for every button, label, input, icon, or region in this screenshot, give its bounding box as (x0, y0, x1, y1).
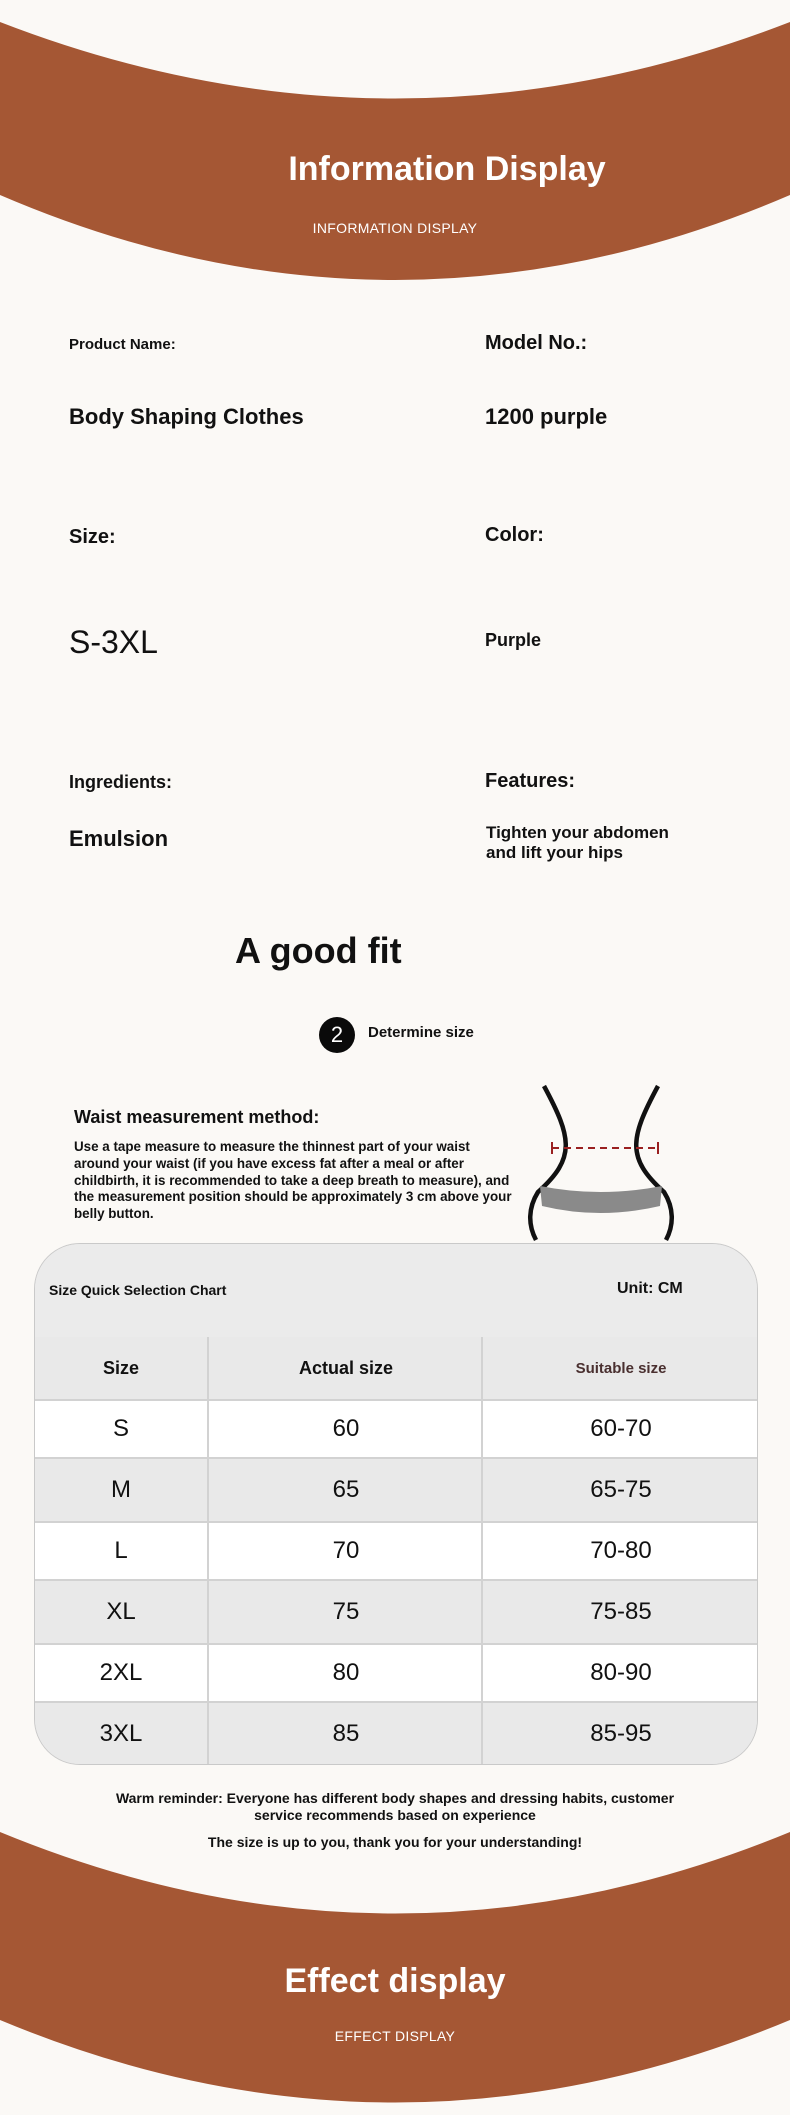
cell-suitable: 70-80 (481, 1523, 758, 1579)
product-name-label: Product Name: (69, 336, 176, 353)
cell-size: M (111, 1476, 131, 1503)
method-title: Waist measurement method: (74, 1107, 320, 1127)
cell-suitable: 80-90 (481, 1645, 758, 1701)
header-subtitle: INFORMATION DISPLAY (312, 220, 478, 236)
size-chart (34, 1243, 758, 1765)
cell-size: XL (106, 1598, 136, 1625)
step-number: 2 (330, 1022, 344, 1047)
size-chart-unit: Unit: CM (617, 1280, 683, 1297)
cell-suitable: 75-85 (481, 1581, 758, 1643)
table-row (35, 1645, 757, 1703)
header-actual-size: Actual size (207, 1337, 483, 1399)
footer-subtitle: EFFECT DISPLAY (334, 2028, 456, 2044)
table-row (35, 1459, 757, 1523)
features-label: Features: (485, 770, 576, 792)
table-row (35, 1581, 757, 1645)
ingredients-value: Emulsion (69, 826, 169, 851)
waist-illustration (520, 1080, 680, 1245)
reminder-line-1: Warm reminder: Everyone has different body shapes and dressing habits, customer (115, 1790, 675, 1806)
method-text: Use a tape measure to measure the thinnest part of your waist around your waist (if you have excess fat after a meal or after childbirth, it is recommended to take a deep breath to measure), and the measurement position should be approximately 3 cm above your belly button. (74, 1139, 512, 1222)
cell-size: 3XL (99, 1719, 143, 1747)
size-value: S-3XL (69, 624, 158, 660)
cell-suitable: 65-75 (481, 1459, 758, 1521)
step-badge (319, 1017, 355, 1053)
cell-size: L (114, 1537, 128, 1564)
cell-actual: 85 (207, 1703, 483, 1764)
table-row (35, 1401, 757, 1459)
cell-suitable: 60-70 (481, 1401, 758, 1457)
header-suitable-size: Suitable size (481, 1337, 758, 1399)
model-label: Model No.: (485, 332, 588, 354)
cell-size: 2XL (99, 1659, 143, 1686)
color-value: Purple (485, 630, 542, 650)
color-label: Color: (485, 524, 544, 546)
size-chart-title: Size Quick Selection Chart (49, 1282, 227, 1298)
size-chart-titlebar (35, 1244, 757, 1339)
cell-actual: 80 (207, 1645, 483, 1701)
ingredients-label: Ingredients: (69, 772, 173, 792)
footer-title: Effect display (284, 1962, 506, 2000)
cell-size: S (112, 1415, 129, 1442)
table-row (35, 1703, 757, 1764)
features-value: Tighten your abdomen and lift your hips (486, 823, 669, 862)
table-row (35, 1523, 757, 1581)
cell-actual: 70 (207, 1523, 483, 1579)
step-label: Determine size (368, 1024, 474, 1041)
header-size: Size (102, 1357, 140, 1378)
fit-title: A good fit (235, 930, 402, 971)
product-name-value: Body Shaping Clothes (69, 404, 304, 429)
reminder-line-3: The size is up to you, thank you for your understanding! (207, 1834, 583, 1850)
cell-suitable: 85-95 (481, 1703, 758, 1764)
cell-actual: 65 (207, 1459, 483, 1521)
size-chart-header-row (35, 1337, 757, 1401)
cell-actual: 75 (207, 1581, 483, 1643)
reminder-line-2: service recommends based on experience (254, 1807, 536, 1823)
header-title: Information Display (288, 150, 606, 188)
cell-actual: 60 (207, 1401, 483, 1457)
size-label: Size: (69, 526, 116, 548)
model-value: 1200 purple (485, 404, 608, 429)
